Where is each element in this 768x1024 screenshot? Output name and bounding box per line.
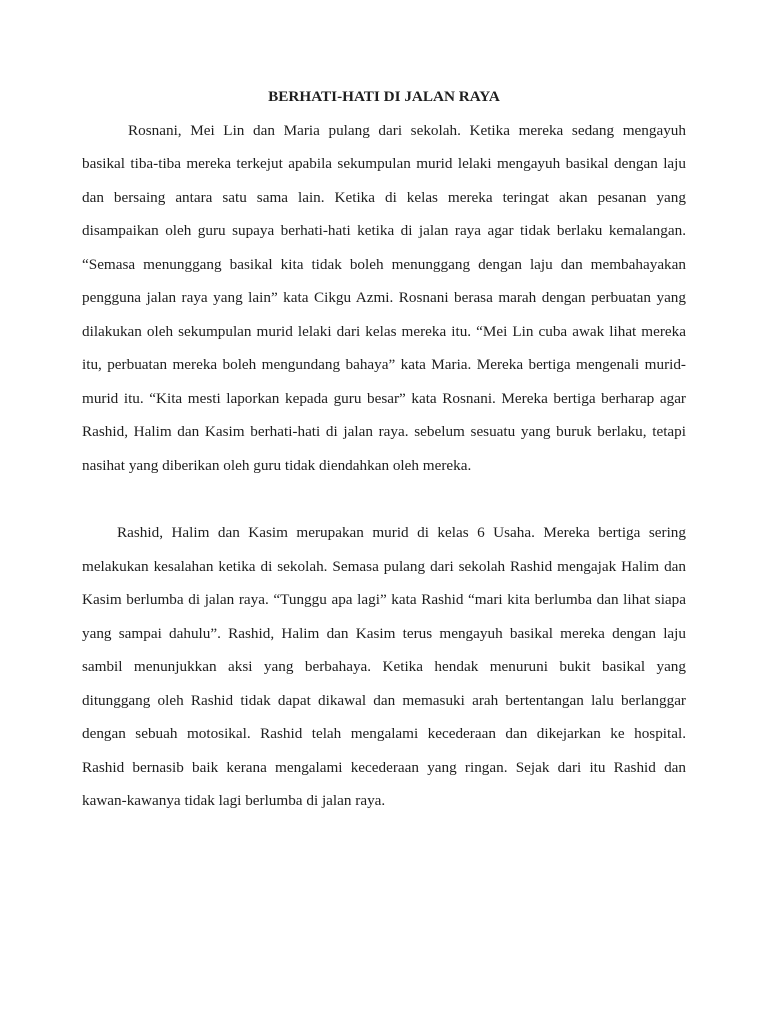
paragraph-2-line-2: melakukan kesalahan ketika di sekolah. Semasa pulang dari sekolah Rashid mengajak Halim dan [82, 557, 686, 575]
paragraph-1-line-7: dilakukan oleh sekumpulan murid lelaki dari kelas mereka itu. “Mei Lin cuba awak lihat mereka [82, 322, 686, 340]
document-body [82, 80, 686, 818]
paragraph-1-line-1: Rosnani, Mei Lin dan Maria pulang dari sekolah. Ketika mereka sedang mengayuh [128, 121, 686, 139]
paragraph-2-line-4: yang sampai dahulu”. Rashid, Halim dan Kasim terus mengayuh basikal mereka dengan laju [82, 624, 686, 642]
paragraph-2-line-7: dengan sebuah motosikal. Rashid telah mengalami kecederaan dan dikejarkan ke hospital. [82, 725, 686, 743]
paragraph-2-line-6: ditunggang oleh Rashid tidak dapat dikawal dan memasuki arah bertentangan lalu berlanggar [82, 691, 686, 709]
paragraph-1-line-3: dan bersaing antara satu sama lain. Ketika di kelas mereka teringat akan pesanan yang [82, 188, 686, 206]
paragraph-2-line-9: kawan-kawanya tidak lagi berlumba di jalan raya. [82, 792, 386, 810]
page-title: BERHATI-HATI DI JALAN RAYA [268, 88, 500, 105]
paragraph-1-line-9: murid itu. “Kita mesti laporkan kepada guru besar” kata Rosnani. Mereka bertiga berharap agar [82, 389, 686, 407]
paragraph-1-line-10: Rashid, Halim dan Kasim berhati-hati di jalan raya. sebelum sesuatu yang buruk berlaku, tetapi [82, 423, 686, 441]
paragraph-1 [82, 114, 686, 483]
paragraph-1-line-4: disampaikan oleh guru supaya berhati-hati ketika di jalan raya agar tidak berlaku kemalangan. [82, 222, 686, 240]
paragraph-2-line-8: Rashid bernasib baik kerana mengalami kecederaan yang ringan. Sejak dari itu Rashid dan [82, 758, 686, 776]
paragraph-1-line-6: pengguna jalan raya yang lain” kata Cikgu Azmi. Rosnani berasa marah dengan perbuatan yang [82, 289, 686, 307]
paragraph-1-line-8: itu, perbuatan mereka boleh mengundang bahaya” kata Maria. Mereka bertiga mengenali murid- [82, 356, 686, 374]
paragraph-2-line-5: sambil menunjukkan aksi yang berbahaya. Ketika hendak menuruni bukit basikal yang [82, 658, 686, 676]
paragraph-2-line-1: Rashid, Halim dan Kasim merupakan murid di kelas 6 Usaha. Mereka bertiga sering [117, 524, 686, 542]
paragraph-1-line-5: “Semasa menunggang basikal kita tidak boleh menunggang dengan laju dan membahayakan [82, 255, 686, 273]
paragraph-2 [82, 516, 686, 818]
paragraph-1-line-2: basikal tiba-tiba mereka terkejut apabila sekumpulan murid lelaki mengayuh basikal dengan laju [82, 155, 686, 173]
paragraph-1-line-11: nasihat yang diberikan oleh guru tidak diendahkan oleh mereka. [82, 457, 472, 475]
paragraph-2-line-3: Kasim berlumba di jalan raya. “Tunggu apa lagi” kata Rashid “mari kita berlumba dan lihat siapa [82, 591, 686, 609]
